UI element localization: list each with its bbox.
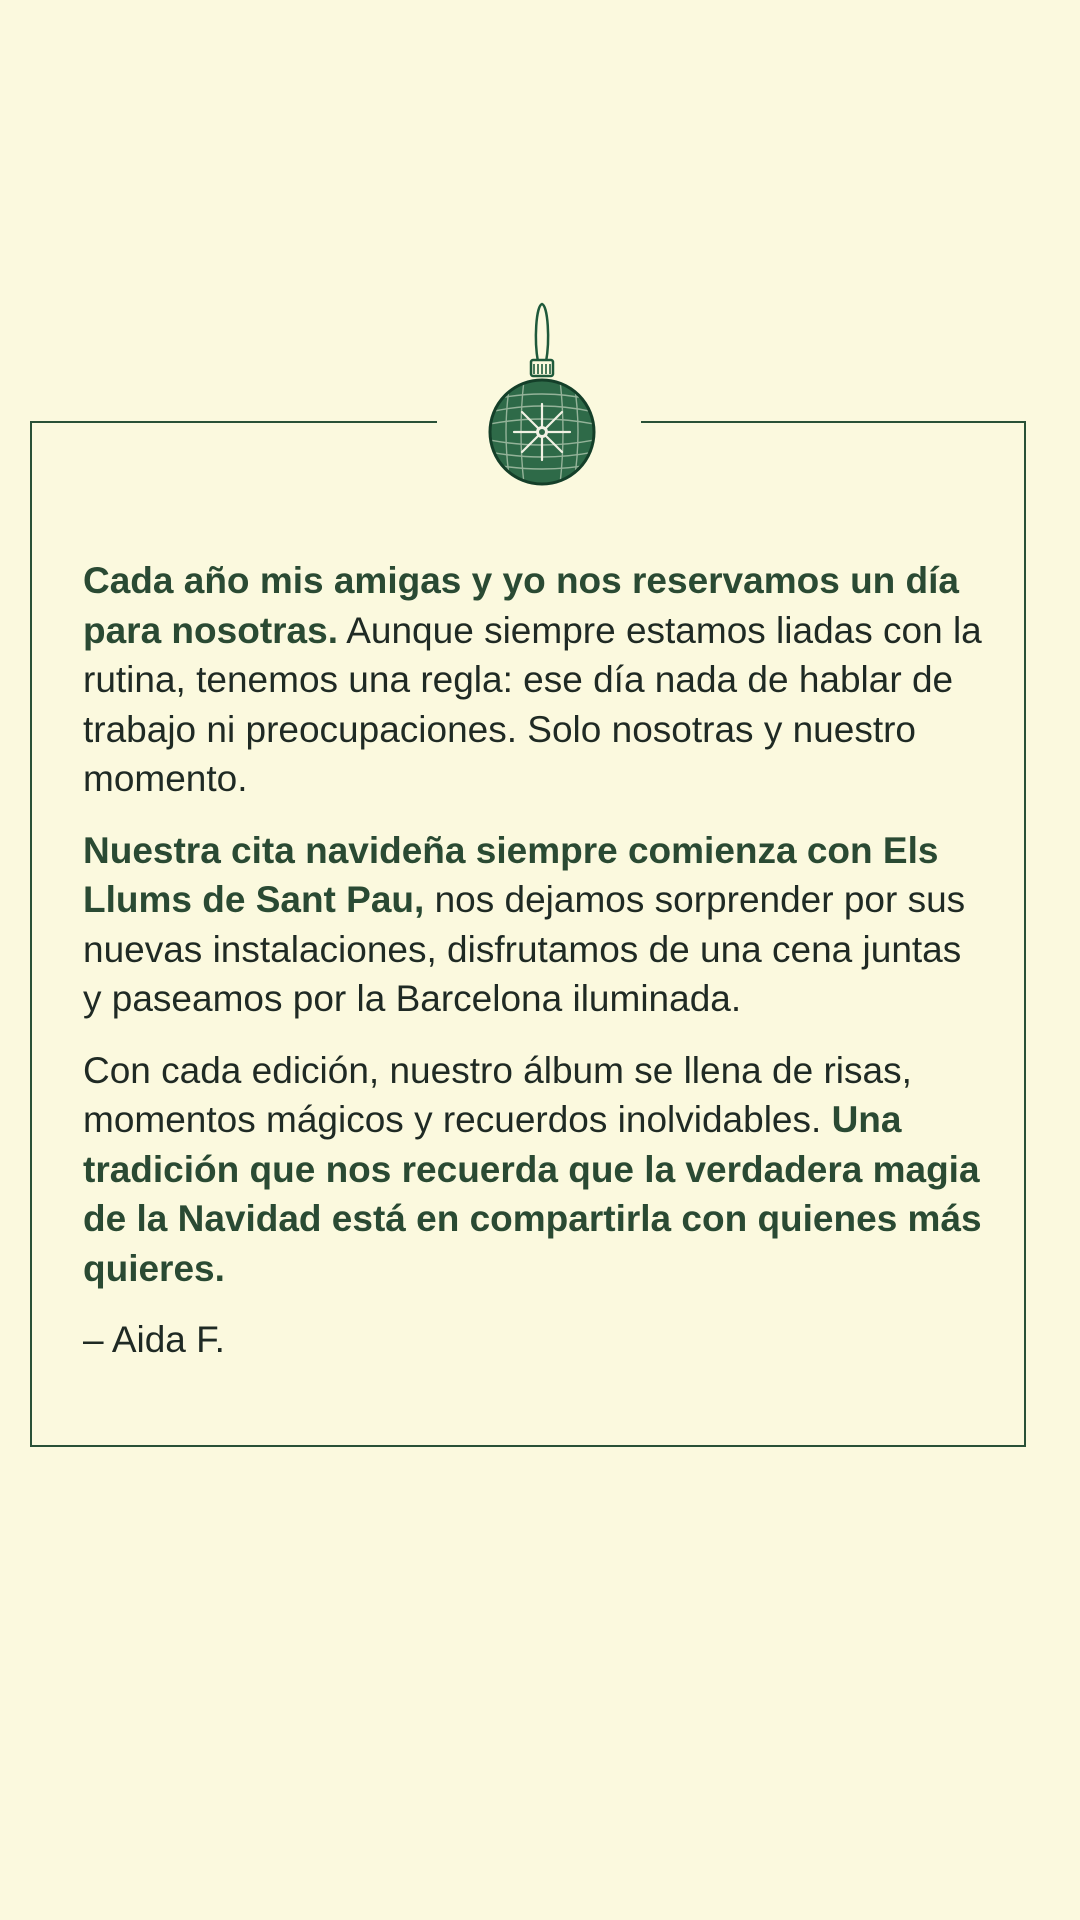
paragraph-1 xyxy=(83,556,983,804)
paragraph-3-bold-tail: Una tradición que nos recuerda que la verdadera magia de la Navidad está en compartirla con quienes más quieres. xyxy=(83,1099,982,1289)
paragraph-3 xyxy=(83,1046,983,1294)
testimonial-text xyxy=(83,556,983,1365)
paragraph-2-text: nos dejamos sorprender por sus nuevas instalaciones, disfrutamos de una cena juntas y paseamos por la Barcelona iluminada. xyxy=(83,879,966,1019)
paragraph-2-bold-lead: Nuestra cita navideña siempre comienza con Els Llums de Sant Pau, xyxy=(83,829,939,920)
christmas-bauble-icon xyxy=(480,300,604,492)
paragraph-1-bold-lead: Cada año mis amigas y yo nos reservamos un día para nosotras. xyxy=(83,560,960,651)
signature: – Aida F. xyxy=(83,1319,225,1360)
paragraph-3-text: Con cada edición, nuestro álbum se llena de risas, momentos mágicos y recuerdos inolvidables. xyxy=(83,1049,912,1140)
paragraph-2 xyxy=(83,826,983,1024)
paragraph-1-text: Aunque siempre estamos liadas con la rutina, tenemos una regla: ese día nada de hablar de trabajo ni preocupaciones. Solo nosotras y nuestro momento. xyxy=(83,609,982,799)
